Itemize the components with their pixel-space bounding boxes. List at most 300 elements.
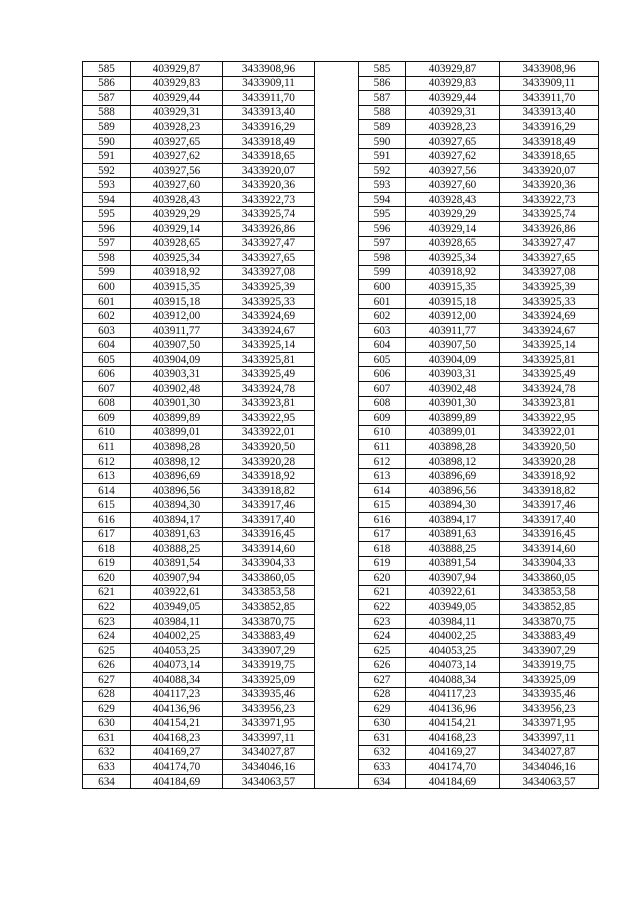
column-separator [315,440,359,455]
right-point-number-cell: 609 [359,411,406,426]
right-point-number-cell: 615 [359,498,406,513]
right-point-number-cell: 602 [359,309,406,324]
right-x-coordinate-cell: 403927,65 [406,134,500,149]
right-x-coordinate-cell: 403928,65 [406,236,500,251]
right-point-number-cell: 588 [359,105,406,120]
right-point-number-cell: 625 [359,643,406,658]
right-x-coordinate-cell: 403896,69 [406,469,500,484]
table-row [83,192,599,207]
table-row [83,585,599,600]
column-separator [315,512,359,527]
left-x-coordinate-cell: 403888,25 [131,542,223,557]
column-separator [315,338,359,353]
left-point-number-cell: 623 [83,614,131,629]
left-y-coordinate-cell: 3433904,33 [223,556,315,571]
column-separator [315,251,359,266]
right-x-coordinate-cell: 403907,50 [406,338,500,353]
right-x-coordinate-cell: 403902,48 [406,382,500,397]
right-x-coordinate-cell: 404117,23 [406,687,500,702]
column-separator [315,774,359,789]
table-row [83,454,599,469]
left-x-coordinate-cell: 403927,62 [131,149,223,164]
left-x-coordinate-cell: 403907,50 [131,338,223,353]
left-x-coordinate-cell: 403912,00 [131,309,223,324]
left-y-coordinate-cell: 3433920,50 [223,440,315,455]
left-x-coordinate-cell: 403899,01 [131,425,223,440]
left-x-coordinate-cell: 403929,87 [131,62,223,77]
right-y-coordinate-cell: 3433971,95 [500,716,599,731]
left-point-number-cell: 603 [83,323,131,338]
table-row [83,338,599,353]
left-x-coordinate-cell: 403929,31 [131,105,223,120]
column-separator [315,702,359,717]
table-row [83,352,599,367]
left-y-coordinate-cell: 3433925,74 [223,207,315,222]
right-x-coordinate-cell: 403904,09 [406,352,500,367]
left-y-coordinate-cell: 3433924,78 [223,382,315,397]
right-x-coordinate-cell: 403928,43 [406,192,500,207]
right-x-coordinate-cell: 403912,00 [406,309,500,324]
left-y-coordinate-cell: 3433883,49 [223,629,315,644]
left-y-coordinate-cell: 3433918,92 [223,469,315,484]
left-point-number-cell: 609 [83,411,131,426]
left-x-coordinate-cell: 403928,43 [131,192,223,207]
table-row [83,527,599,542]
table-row [83,600,599,615]
right-y-coordinate-cell: 3433918,49 [500,134,599,149]
left-point-number-cell: 622 [83,600,131,615]
left-x-coordinate-cell: 404154,21 [131,716,223,731]
left-x-coordinate-cell: 403949,05 [131,600,223,615]
table-row [83,745,599,760]
right-point-number-cell: 612 [359,454,406,469]
left-point-number-cell: 601 [83,294,131,309]
left-y-coordinate-cell: 3433919,75 [223,658,315,673]
left-x-coordinate-cell: 403929,29 [131,207,223,222]
left-y-coordinate-cell: 3433922,73 [223,192,315,207]
left-x-coordinate-cell: 403898,12 [131,454,223,469]
left-x-coordinate-cell: 403927,65 [131,134,223,149]
left-point-number-cell: 624 [83,629,131,644]
left-y-coordinate-cell: 3434063,57 [223,774,315,789]
right-point-number-cell: 608 [359,396,406,411]
right-point-number-cell: 600 [359,280,406,295]
left-y-coordinate-cell: 3434027,87 [223,745,315,760]
left-x-coordinate-cell: 404053,25 [131,643,223,658]
column-separator [315,527,359,542]
right-y-coordinate-cell: 3433920,28 [500,454,599,469]
right-y-coordinate-cell: 3433925,39 [500,280,599,295]
left-point-number-cell: 633 [83,760,131,775]
right-point-number-cell: 627 [359,672,406,687]
column-separator [315,309,359,324]
right-point-number-cell: 620 [359,571,406,586]
left-x-coordinate-cell: 403911,77 [131,323,223,338]
right-y-coordinate-cell: 3434063,57 [500,774,599,789]
left-point-number-cell: 621 [83,585,131,600]
left-y-coordinate-cell: 3433925,81 [223,352,315,367]
left-point-number-cell: 602 [83,309,131,324]
table-row [83,643,599,658]
right-x-coordinate-cell: 403899,89 [406,411,500,426]
left-y-coordinate-cell: 3433997,11 [223,731,315,746]
left-x-coordinate-cell: 403928,65 [131,236,223,251]
right-y-coordinate-cell: 3433924,69 [500,309,599,324]
table-row [83,76,599,91]
right-y-coordinate-cell: 3433883,49 [500,629,599,644]
right-y-coordinate-cell: 3433925,14 [500,338,599,353]
right-y-coordinate-cell: 3433922,95 [500,411,599,426]
left-x-coordinate-cell: 404088,34 [131,672,223,687]
left-x-coordinate-cell: 403907,94 [131,571,223,586]
table-row [83,178,599,193]
right-x-coordinate-cell: 403929,14 [406,222,500,237]
right-y-coordinate-cell: 3433917,40 [500,512,599,527]
left-y-coordinate-cell: 3433907,29 [223,643,315,658]
left-y-coordinate-cell: 3433917,40 [223,512,315,527]
right-y-coordinate-cell: 3433922,01 [500,425,599,440]
right-point-number-cell: 599 [359,265,406,280]
left-x-coordinate-cell: 404073,14 [131,658,223,673]
right-point-number-cell: 619 [359,556,406,571]
table-row [83,265,599,280]
table-row [83,731,599,746]
left-y-coordinate-cell: 3433918,49 [223,134,315,149]
left-x-coordinate-cell: 403896,56 [131,483,223,498]
column-separator [315,91,359,106]
left-point-number-cell: 595 [83,207,131,222]
right-y-coordinate-cell: 3433926,86 [500,222,599,237]
table-row [83,280,599,295]
left-y-coordinate-cell: 3433909,11 [223,76,315,91]
column-separator [315,207,359,222]
left-y-coordinate-cell: 3434046,16 [223,760,315,775]
table-row [83,469,599,484]
left-point-number-cell: 605 [83,352,131,367]
column-separator [315,178,359,193]
table-row [83,309,599,324]
right-point-number-cell: 591 [359,149,406,164]
right-y-coordinate-cell: 3433927,47 [500,236,599,251]
left-point-number-cell: 627 [83,672,131,687]
left-y-coordinate-cell: 3433911,70 [223,91,315,106]
left-x-coordinate-cell: 403922,61 [131,585,223,600]
column-separator [315,411,359,426]
left-y-coordinate-cell: 3433924,69 [223,309,315,324]
table-row [83,236,599,251]
right-point-number-cell: 611 [359,440,406,455]
left-point-number-cell: 613 [83,469,131,484]
left-y-coordinate-cell: 3433916,45 [223,527,315,542]
column-separator [315,396,359,411]
right-point-number-cell: 606 [359,367,406,382]
left-point-number-cell: 620 [83,571,131,586]
right-x-coordinate-cell: 404174,70 [406,760,500,775]
right-x-coordinate-cell: 403949,05 [406,600,500,615]
right-y-coordinate-cell: 3433920,36 [500,178,599,193]
table-row [83,658,599,673]
right-y-coordinate-cell: 3433916,45 [500,527,599,542]
table-row [83,440,599,455]
left-y-coordinate-cell: 3433922,01 [223,425,315,440]
left-x-coordinate-cell: 403896,69 [131,469,223,484]
column-separator [315,731,359,746]
table-row [83,294,599,309]
left-point-number-cell: 619 [83,556,131,571]
left-point-number-cell: 594 [83,192,131,207]
right-x-coordinate-cell: 403899,01 [406,425,500,440]
left-point-number-cell: 625 [83,643,131,658]
right-y-coordinate-cell: 3434027,87 [500,745,599,760]
column-separator [315,280,359,295]
right-x-coordinate-cell: 403927,56 [406,163,500,178]
right-x-coordinate-cell: 403907,94 [406,571,500,586]
left-y-coordinate-cell: 3433925,09 [223,672,315,687]
table-body [83,62,599,789]
right-x-coordinate-cell: 403911,77 [406,323,500,338]
left-point-number-cell: 599 [83,265,131,280]
right-x-coordinate-cell: 403896,56 [406,483,500,498]
right-x-coordinate-cell: 404184,69 [406,774,500,789]
right-point-number-cell: 601 [359,294,406,309]
right-y-coordinate-cell: 3433908,96 [500,62,599,77]
right-x-coordinate-cell: 404136,96 [406,702,500,717]
right-point-number-cell: 587 [359,91,406,106]
column-separator [315,745,359,760]
column-separator [315,149,359,164]
left-x-coordinate-cell: 403927,60 [131,178,223,193]
right-y-coordinate-cell: 3433997,11 [500,731,599,746]
right-x-coordinate-cell: 403898,12 [406,454,500,469]
column-separator [315,105,359,120]
left-x-coordinate-cell: 403927,56 [131,163,223,178]
left-point-number-cell: 616 [83,512,131,527]
column-separator [315,163,359,178]
left-point-number-cell: 631 [83,731,131,746]
column-separator [315,62,359,77]
column-separator [315,323,359,338]
right-point-number-cell: 633 [359,760,406,775]
right-point-number-cell: 629 [359,702,406,717]
column-separator [315,658,359,673]
table-row [83,62,599,77]
table-row [83,512,599,527]
right-x-coordinate-cell: 404154,21 [406,716,500,731]
right-y-coordinate-cell: 3433853,58 [500,585,599,600]
left-point-number-cell: 611 [83,440,131,455]
right-x-coordinate-cell: 403925,34 [406,251,500,266]
right-point-number-cell: 586 [359,76,406,91]
right-x-coordinate-cell: 403894,17 [406,512,500,527]
right-point-number-cell: 614 [359,483,406,498]
left-x-coordinate-cell: 404169,27 [131,745,223,760]
column-separator [315,571,359,586]
left-point-number-cell: 618 [83,542,131,557]
table-row [83,367,599,382]
right-point-number-cell: 593 [359,178,406,193]
left-point-number-cell: 606 [83,367,131,382]
right-point-number-cell: 631 [359,731,406,746]
right-x-coordinate-cell: 404169,27 [406,745,500,760]
left-y-coordinate-cell: 3433927,08 [223,265,315,280]
left-x-coordinate-cell: 403918,92 [131,265,223,280]
table-row [83,323,599,338]
left-x-coordinate-cell: 404136,96 [131,702,223,717]
column-separator [315,600,359,615]
left-x-coordinate-cell: 403929,14 [131,222,223,237]
right-point-number-cell: 598 [359,251,406,266]
right-y-coordinate-cell: 3433925,49 [500,367,599,382]
right-y-coordinate-cell: 3433913,40 [500,105,599,120]
right-x-coordinate-cell: 403891,54 [406,556,500,571]
table-row [83,687,599,702]
table-row [83,760,599,775]
left-point-number-cell: 608 [83,396,131,411]
right-y-coordinate-cell: 3433920,50 [500,440,599,455]
left-x-coordinate-cell: 403898,28 [131,440,223,455]
column-separator [315,760,359,775]
right-point-number-cell: 592 [359,163,406,178]
left-x-coordinate-cell: 403915,35 [131,280,223,295]
right-x-coordinate-cell: 403901,30 [406,396,500,411]
table-row [83,105,599,120]
column-separator [315,483,359,498]
left-point-number-cell: 628 [83,687,131,702]
left-x-coordinate-cell: 403984,11 [131,614,223,629]
left-point-number-cell: 593 [83,178,131,193]
right-point-number-cell: 634 [359,774,406,789]
right-point-number-cell: 632 [359,745,406,760]
left-y-coordinate-cell: 3433926,86 [223,222,315,237]
right-x-coordinate-cell: 403929,44 [406,91,500,106]
left-x-coordinate-cell: 403915,18 [131,294,223,309]
left-point-number-cell: 614 [83,483,131,498]
table-row [83,91,599,106]
left-y-coordinate-cell: 3433852,85 [223,600,315,615]
column-separator [315,192,359,207]
left-point-number-cell: 587 [83,91,131,106]
left-point-number-cell: 596 [83,222,131,237]
right-point-number-cell: 594 [359,192,406,207]
left-y-coordinate-cell: 3433920,36 [223,178,315,193]
right-x-coordinate-cell: 404088,34 [406,672,500,687]
right-y-coordinate-cell: 3433956,23 [500,702,599,717]
right-point-number-cell: 618 [359,542,406,557]
right-y-coordinate-cell: 3433918,82 [500,483,599,498]
column-separator [315,352,359,367]
left-x-coordinate-cell: 403901,30 [131,396,223,411]
right-x-coordinate-cell: 403898,28 [406,440,500,455]
right-y-coordinate-cell: 3433925,33 [500,294,599,309]
left-y-coordinate-cell: 3433853,58 [223,585,315,600]
left-y-coordinate-cell: 3433870,75 [223,614,315,629]
left-point-number-cell: 629 [83,702,131,717]
left-point-number-cell: 615 [83,498,131,513]
right-y-coordinate-cell: 3433916,29 [500,120,599,135]
table-row [83,614,599,629]
left-point-number-cell: 610 [83,425,131,440]
right-y-coordinate-cell: 3433935,46 [500,687,599,702]
right-x-coordinate-cell: 403929,87 [406,62,500,77]
column-separator [315,382,359,397]
left-x-coordinate-cell: 403891,63 [131,527,223,542]
table-row [83,251,599,266]
left-x-coordinate-cell: 404174,70 [131,760,223,775]
left-point-number-cell: 585 [83,62,131,77]
left-point-number-cell: 607 [83,382,131,397]
right-y-coordinate-cell: 3433907,29 [500,643,599,658]
left-point-number-cell: 590 [83,134,131,149]
right-y-coordinate-cell: 3433927,65 [500,251,599,266]
left-y-coordinate-cell: 3433920,28 [223,454,315,469]
left-y-coordinate-cell: 3433908,96 [223,62,315,77]
table-row [83,556,599,571]
column-separator [315,134,359,149]
table-row [83,571,599,586]
column-separator [315,716,359,731]
right-x-coordinate-cell: 403918,92 [406,265,500,280]
left-point-number-cell: 598 [83,251,131,266]
column-separator [315,454,359,469]
right-y-coordinate-cell: 3433911,70 [500,91,599,106]
left-y-coordinate-cell: 3433917,46 [223,498,315,513]
table-row [83,222,599,237]
left-x-coordinate-cell: 404168,23 [131,731,223,746]
left-point-number-cell: 592 [83,163,131,178]
left-x-coordinate-cell: 403925,34 [131,251,223,266]
table-row [83,672,599,687]
table-row [83,483,599,498]
table-row [83,542,599,557]
right-point-number-cell: 585 [359,62,406,77]
left-point-number-cell: 630 [83,716,131,731]
left-point-number-cell: 634 [83,774,131,789]
left-y-coordinate-cell: 3433920,07 [223,163,315,178]
left-point-number-cell: 597 [83,236,131,251]
left-y-coordinate-cell: 3433925,14 [223,338,315,353]
right-y-coordinate-cell: 3433918,65 [500,149,599,164]
table-row [83,702,599,717]
right-x-coordinate-cell: 403927,60 [406,178,500,193]
right-x-coordinate-cell: 403888,25 [406,542,500,557]
right-point-number-cell: 596 [359,222,406,237]
right-point-number-cell: 589 [359,120,406,135]
right-y-coordinate-cell: 3433925,09 [500,672,599,687]
table-row [83,149,599,164]
left-y-coordinate-cell: 3433925,33 [223,294,315,309]
right-y-coordinate-cell: 3433870,75 [500,614,599,629]
table-row [83,134,599,149]
right-x-coordinate-cell: 403927,62 [406,149,500,164]
left-y-coordinate-cell: 3433924,67 [223,323,315,338]
left-point-number-cell: 626 [83,658,131,673]
left-x-coordinate-cell: 403903,31 [131,367,223,382]
left-point-number-cell: 632 [83,745,131,760]
right-x-coordinate-cell: 403891,63 [406,527,500,542]
right-x-coordinate-cell: 403928,23 [406,120,500,135]
left-x-coordinate-cell: 404117,23 [131,687,223,702]
column-separator [315,76,359,91]
right-x-coordinate-cell: 403903,31 [406,367,500,382]
left-x-coordinate-cell: 403899,89 [131,411,223,426]
right-y-coordinate-cell: 3433909,11 [500,76,599,91]
left-point-number-cell: 591 [83,149,131,164]
right-point-number-cell: 621 [359,585,406,600]
left-x-coordinate-cell: 403929,83 [131,76,223,91]
left-y-coordinate-cell: 3433918,65 [223,149,315,164]
left-x-coordinate-cell: 403928,23 [131,120,223,135]
left-y-coordinate-cell: 3433956,23 [223,702,315,717]
